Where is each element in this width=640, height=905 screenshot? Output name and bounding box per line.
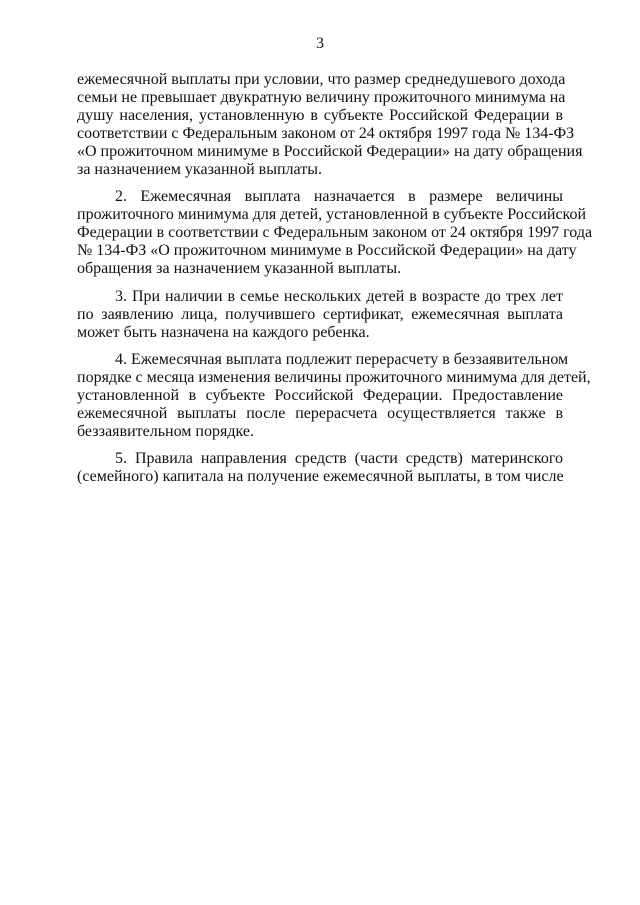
text-line: № 134-ФЗ «О прожиточном минимуме в Российской Федерации» на дату [77,242,577,260]
text-line: по заявлению лица, получившего сертификат, ежемесячная выплата [77,305,563,323]
document-body [77,71,593,495]
paragraph-5 [77,450,563,486]
text-line: 3. При наличии в семье нескольких детей в возрасте до трех лет [115,287,563,305]
page-number: 3 [316,35,324,52]
paragraph-2 [77,188,593,278]
text-line: за назначением указанной выплаты. [77,161,322,178]
text-line: 4. Ежемесячная выплата подлежит перерасчету в беззаявительном [115,350,569,368]
text-line: обращения за назначением указанной выплаты. [77,260,402,278]
text-line: прожиточного минимума для детей, установленной в субъекте Российской [77,206,587,224]
text-line: ежемесячной выплаты после перерасчета осуществляется также в [77,404,563,422]
text-line: (семейного) капитала на получение ежемесячной выплаты, в том числе [77,468,564,486]
text-line: Федерации в соответствии с Федеральным законом от 24 октября 1997 года [77,224,593,242]
text-line: 5. Правила направления средств (части средств) материнского [115,450,563,468]
paragraph-4 [77,350,591,441]
text-line: может быть назначена на каждого ребенка. [77,323,370,341]
text-line: порядке с месяца изменения величины прожиточного минимума для детей, [77,368,591,386]
text-line: «О прожиточном минимуме в Российской Федерации» на дату обращения [77,143,583,160]
text-line: беззаявительном порядке. [77,422,254,440]
text-line: семьи не превышает двукратную величину прожиточного минимума на [77,89,566,106]
text-line: душу населения, установленную в субъекте Российской Федерации в [77,107,563,124]
text-line: 2. Ежемесячная выплата назначается в размере величины [115,188,563,206]
text-line: соответствии с Федеральным законом от 24 октября 1997 года № 134-ФЗ [77,125,575,142]
text-line: ежемесячной выплаты при условии, что размер среднедушевого дохода [77,71,566,88]
paragraph-3 [77,288,563,342]
paragraph-1 [77,71,583,179]
text-line: установленной в субъекте Российской Федерации. Предоставление [77,386,563,404]
